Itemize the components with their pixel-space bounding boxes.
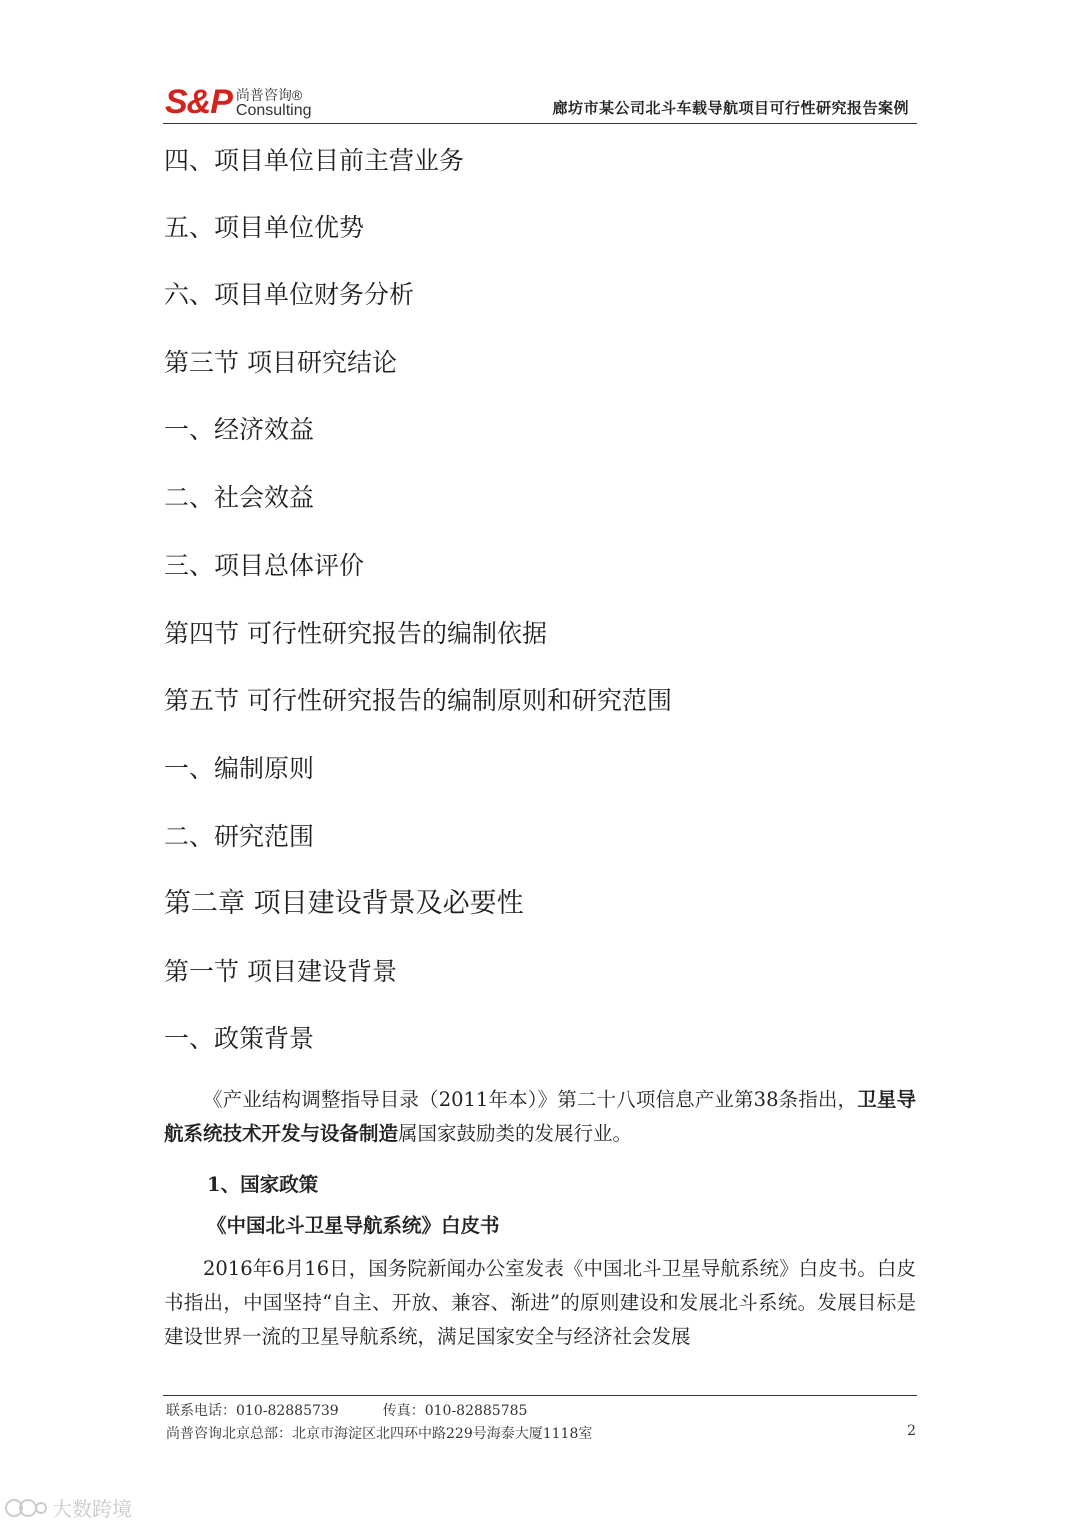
logo-mark: S&P xyxy=(165,83,232,121)
bold-phrase: 卫星导航系统技术开发与设备制造 xyxy=(164,1088,916,1145)
toc-item: 二、研究范围 xyxy=(164,822,315,851)
watermark xyxy=(4,1493,132,1522)
logo-chinese-name: 尚普咨询® xyxy=(235,87,303,103)
document-title: 廊坊市某公司北斗车载导航项目可行性研究报告案例 xyxy=(552,99,909,117)
whitepaper-title: 《中国北斗卫星导航系统》白皮书 xyxy=(207,1214,500,1237)
section-heading: 第一节 项目建设背景 xyxy=(164,957,397,986)
toc-item: 四、项目单位目前主营业务 xyxy=(164,146,465,175)
toc-item: 一、经济效益 xyxy=(164,415,315,444)
toc-item: 二、社会效益 xyxy=(164,483,315,512)
watermark-logo-icon xyxy=(4,1497,48,1519)
toc-item: 一、编制原则 xyxy=(164,754,315,783)
paragraph-policy: 《产业结构调整指导目录（2011年本）》第二十八项信息产业第38条指出，卫星导航系统技术开发与设备制造属国家鼓励类的发展行业。 xyxy=(164,1088,916,1145)
page-header xyxy=(163,72,917,124)
footer-address: 尚普咨询北京总部：北京市海淀区北四环中路229号海泰大厦1118室 xyxy=(166,1426,593,1442)
section-heading: 第五节 可行性研究报告的编制原则和研究范围 xyxy=(164,686,672,715)
logo-english-name: Consulting xyxy=(235,102,312,119)
footer-contact xyxy=(166,1400,527,1420)
watermark-text: 大数跨境 xyxy=(52,1497,132,1521)
footer-phone: 联系电话：010-82885739 xyxy=(166,1403,339,1419)
footer-divider xyxy=(163,1395,917,1396)
company-logo xyxy=(165,77,312,119)
footer-fax: 传真：010-82885785 xyxy=(382,1403,528,1419)
toc-item: 三、项目总体评价 xyxy=(164,551,365,580)
toc-item: 六、项目单位财务分析 xyxy=(164,280,415,309)
toc-item: 五、项目单位优势 xyxy=(164,213,365,242)
section-heading: 第三节 项目研究结论 xyxy=(164,348,397,377)
sub-heading-national-policy: 1、国家政策 xyxy=(207,1173,319,1196)
header-divider xyxy=(163,123,917,124)
subsection-heading: 一、政策背景 xyxy=(164,1024,315,1053)
chapter-heading: 第二章 项目建设背景及必要性 xyxy=(164,888,524,919)
page-number: 2 xyxy=(907,1423,916,1439)
paragraph-whitepaper: 2016年6月16日，国务院新闻办公室发表《中国北斗卫星导航系统》白皮书。白皮书指出，中国坚持“自主、开放、兼容、渐进”的原则建设和发展北斗系统。发展目标是建设世界一流的卫星导航系统，满足国家安全与经济社会发展 xyxy=(164,1257,916,1348)
section-heading: 第四节 可行性研究报告的编制依据 xyxy=(164,619,547,648)
